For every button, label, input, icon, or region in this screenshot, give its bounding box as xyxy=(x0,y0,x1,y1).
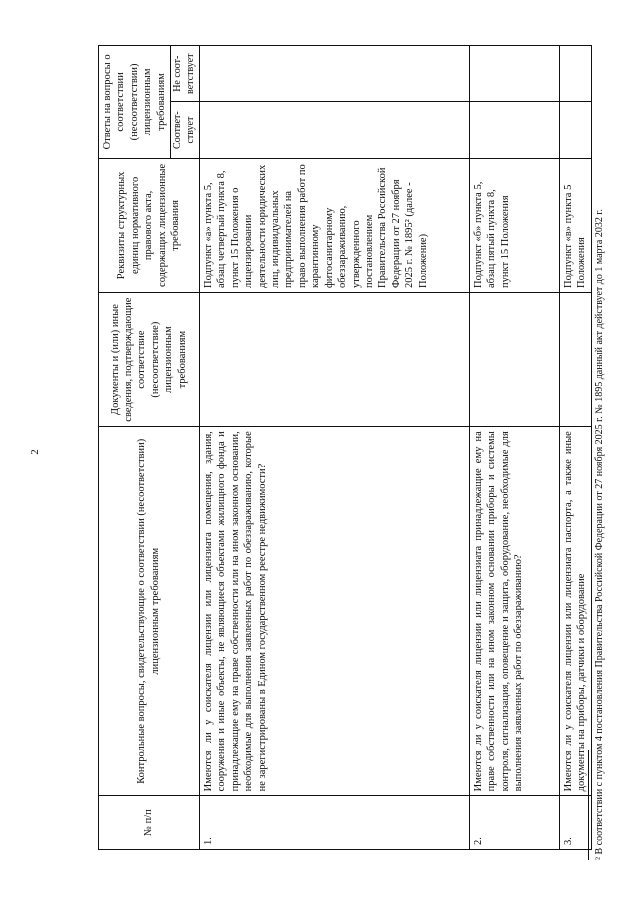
row-answer-yes xyxy=(469,102,559,158)
row-documents xyxy=(199,293,469,427)
header-documents: Документы и (или) иные сведения, подтверждающие соответствие (несоответствие) лицензионным требованиям xyxy=(99,293,200,427)
header-answer-yes: Соответ-ствует xyxy=(171,102,200,158)
row-answer-no xyxy=(559,46,591,102)
license-requirements-table xyxy=(98,45,592,850)
row-answer-no xyxy=(199,46,469,102)
row-question: Имеются ли у соискателя лицензии или лицензиата паспорта, а также иные документы на приборы, датчики и оборудование xyxy=(559,427,591,796)
footnote-divider xyxy=(588,750,589,860)
row-number: 3. xyxy=(559,796,591,850)
table-row xyxy=(559,46,591,850)
license-requirements-table-container xyxy=(98,45,588,850)
header-answer-no: Не соот-ветствует xyxy=(171,46,200,102)
row-answer-no xyxy=(469,46,559,102)
row-requisite: Подпункт «б» пункта 5, абзац пятый пункта 8, пункт 15 Положения xyxy=(469,158,559,292)
row-documents xyxy=(469,293,559,427)
header-requisites: Реквизиты структурных единиц нормативного правового акта, содержащих лицензионные требования xyxy=(99,158,200,292)
row-number: 2. xyxy=(469,796,559,850)
header-questions: Контрольные вопросы, свидетельствующие о соответствии (несоответствии) лицензионным требованиям xyxy=(99,427,200,796)
row-question: Имеются ли у соискателя лицензии или лицензиата принадлежащие ему на праве собственности или на ином законном основании приборы и системы контроля, сигнализация, оповещение и защита, оборудование, необходимые для выполнения заявленных работ по обеззараживанию? xyxy=(469,427,559,796)
row-answer-yes xyxy=(559,102,591,158)
row-answer-yes xyxy=(199,102,469,158)
page-number: 2 xyxy=(28,449,41,455)
footnote-area xyxy=(588,60,610,860)
row-requisite: Подпункт «в» пункта 5 Положения xyxy=(559,158,591,292)
header-number: № п/п xyxy=(99,796,200,850)
footnote-text: ² В соответствии с пунктом 4 постановления Правительства Российской Федерации от 27 ноября 2025 г. № 1895 данный акт действует до 1 марта 2032 г. xyxy=(594,209,605,860)
row-documents xyxy=(559,293,591,427)
table-row xyxy=(199,46,469,850)
row-question: Имеются ли у соискателя лицензии или лицензиата помещения, здания, сооружения и иные объекты, не являющиеся объектами жилищного фонда и принадлежащие ему на праве собственности или на ином законном основании, необходимые для выполнения заявленных работ по обеззараживанию, которые не зарегистрированы в Едином государственном реестре недвижимости? xyxy=(199,427,469,796)
row-number: 1. xyxy=(199,796,469,850)
table-row xyxy=(469,46,559,850)
row-requisite: Подпункт «а» пункта 5, абзац четвертый пункта 8, пункт 15 Положения о лицензировании деятельности юридических лиц, индивидуальных предпринимателей на право выполнения работ по карантинному фитосанитарному обеззараживанию, утвержденного постановлением Правительства Российской Федерации от 27 ноября 2025 г. № 1895² (далее - Положение) xyxy=(199,158,469,292)
header-answers: Ответы на вопросы о соответствии (несоответствии) лицензионным требованиям xyxy=(99,46,171,159)
